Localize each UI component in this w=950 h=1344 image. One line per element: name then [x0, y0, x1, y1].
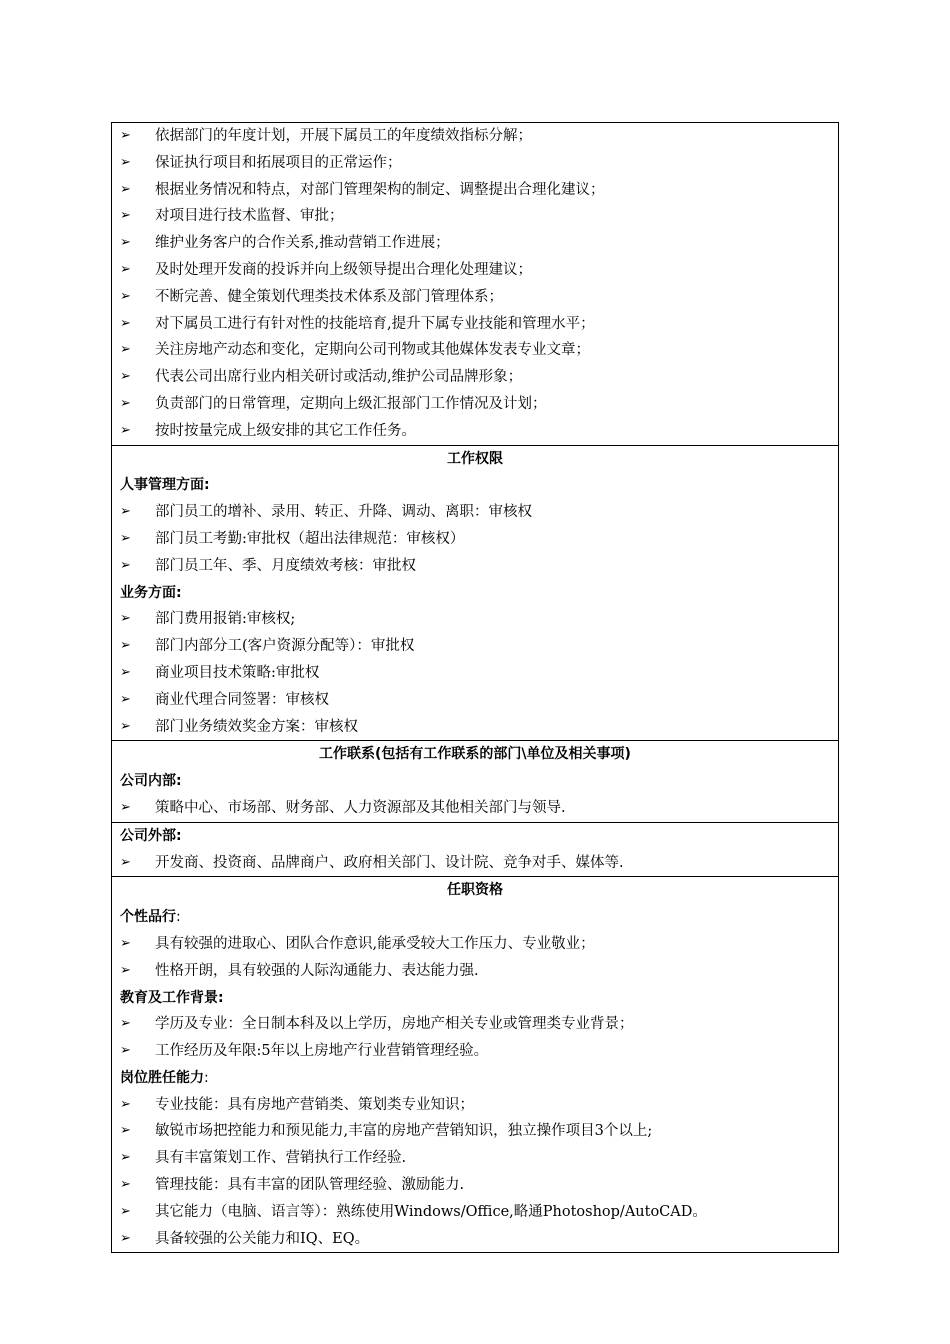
qualification-item: ➢ 管理技能：具有丰富的团队管理经验、激励能力.: [112, 1172, 838, 1199]
qualification-item: ➢ 具有较强的进取心、团队合作意识,能承受较大工作压力、专业敬业；: [112, 931, 838, 958]
bullet-arrow-icon: ➢: [120, 1150, 131, 1166]
authority-item: ➢ 部门业务绩效奖金方案：审核权: [112, 714, 838, 741]
authority-item: ➢ 部门员工年、季、月度绩效考核：审批权: [112, 553, 838, 580]
bullet-arrow-icon: ➢: [120, 288, 131, 304]
subsection-label: 个性品行:: [120, 909, 181, 926]
bullet-arrow-icon: ➢: [120, 718, 131, 734]
bullet-arrow-icon: ➢: [120, 504, 131, 520]
bullet-arrow-icon: ➢: [120, 664, 131, 680]
bullet-arrow-icon: ➢: [120, 557, 131, 573]
bullet-arrow-icon: ➢: [120, 1230, 131, 1246]
bullet-arrow-icon: ➢: [120, 691, 131, 707]
bullet-arrow-icon: ➢: [120, 181, 131, 197]
bullet-arrow-icon: ➢: [120, 1177, 131, 1193]
bullet-arrow-icon: ➢: [120, 1203, 131, 1219]
section-heading: 任职资格: [447, 882, 503, 899]
contact-item: ➢ 开发商、投资商、品牌商户、政府相关部门、设计院、竞争对手、媒体等.: [112, 850, 838, 877]
bullet-arrow-icon: ➢: [120, 530, 131, 546]
bullet-arrow-icon: ➢: [120, 638, 131, 654]
authority-item: ➢ 商业代理合同签署：审核权: [112, 687, 838, 714]
bullet-arrow-icon: ➢: [120, 962, 131, 978]
duty-item: ➢ 维护业务客户的合作关系,推动营销工作进展；: [112, 230, 838, 257]
subsection-label: 人事管理方面:: [120, 477, 210, 494]
duty-item: ➢ 代表公司出席行业内相关研讨或活动,维护公司品牌形象；: [112, 364, 838, 391]
bullet-arrow-icon: ➢: [120, 235, 131, 251]
bullet-arrow-icon: ➢: [120, 1123, 131, 1139]
duty-item: ➢ 对下属员工进行有针对性的技能培育,提升下属专业技能和管理水平；: [112, 311, 838, 338]
qualification-item: ➢ 敏锐市场把控能力和预见能力,丰富的房地产营销知识，独立操作项目3个以上;: [112, 1118, 838, 1145]
bullet-arrow-icon: ➢: [120, 799, 131, 815]
qualification-item: ➢ 具有丰富策划工作、营销执行工作经验.: [112, 1145, 838, 1172]
duty-item: ➢ 对项目进行技术监督、审批；: [112, 203, 838, 230]
duty-item: ➢ 及时处理开发商的投诉并向上级领导提出合理化处理建议；: [112, 257, 838, 284]
contact-item: ➢ 策略中心、市场部、财务部、人力资源部及其他相关部门与领导.: [112, 795, 838, 822]
bullet-arrow-icon: ➢: [120, 1043, 131, 1059]
subsection-label: 教育及工作背景:: [120, 989, 224, 1006]
bullet-arrow-icon: ➢: [120, 261, 131, 277]
duty-item: ➢ 负责部门的日常管理，定期向上级汇报部门工作情况及计划；: [112, 391, 838, 418]
duty-item: ➢ 根据业务情况和特点，对部门管理架构的制定、调整提出合理化建议；: [112, 177, 838, 204]
bullet-arrow-icon: ➢: [120, 315, 131, 331]
authority-item: ➢ 部门员工的增补、录用、转正、升降、调动、离职：审核权: [112, 499, 838, 526]
bullet-arrow-icon: ➢: [120, 154, 131, 170]
subsection-label: 业务方面:: [120, 584, 182, 601]
duty-item: ➢ 不断完善、健全策划代理类技术体系及部门管理体系；: [112, 284, 838, 311]
authority-item: ➢ 部门内部分工(客户资源分配等）：审批权: [112, 633, 838, 660]
duties-section: [112, 123, 838, 445]
section-heading: 工作权限: [447, 450, 503, 467]
authority-section: [112, 445, 838, 741]
authority-item: ➢ 部门费用报销:审核权;: [112, 606, 838, 633]
qualification-item: ➢ 学历及专业：全日制本科及以上学历，房地产相关专业或管理类专业背景；: [112, 1011, 838, 1038]
bullet-arrow-icon: ➢: [120, 854, 131, 870]
qualifications-section: [112, 876, 838, 1252]
qualification-item: ➢ 其它能力（电脑、语言等）：熟练使用Windows/Office,略通Photoshop/AutoCAD。: [112, 1199, 838, 1226]
duty-item: ➢ 关注房地产动态和变化，定期向公司刊物或其他媒体发表专业文章；: [112, 337, 838, 364]
subsection-label: 岗位胜任能力:: [120, 1069, 209, 1086]
qualification-item: ➢ 性格开朗，具有较强的人际沟通能力、表达能力强.: [112, 958, 838, 985]
contacts-external-section: [112, 822, 838, 877]
qualification-item: ➢ 具备较强的公关能力和IQ、EQ。: [112, 1226, 838, 1253]
bullet-arrow-icon: ➢: [120, 342, 131, 358]
job-description-table: [111, 122, 839, 1253]
bullet-arrow-icon: ➢: [120, 128, 131, 143]
qualification-item: ➢ 工作经历及年限:5年以上房地产行业营销管理经验。: [112, 1038, 838, 1065]
contacts-section: [112, 740, 838, 821]
bullet-arrow-icon: ➢: [120, 1096, 131, 1112]
duty-item: ➢ 保证执行项目和拓展项目的正常运作；: [112, 150, 838, 177]
section-heading: 工作联系(包括有工作联系的部门\单位及相关事项): [319, 746, 631, 763]
subsection-label: 公司外部:: [120, 827, 182, 844]
bullet-arrow-icon: ➢: [120, 1016, 131, 1032]
authority-item: ➢ 部门员工考勤:审批权（超出法律规范：审核权）: [112, 526, 838, 553]
subsection-label: 公司内部:: [120, 773, 182, 790]
bullet-arrow-icon: ➢: [120, 935, 131, 951]
duty-item: ➢ 依据部门的年度计划，开展下属员工的年度绩效指标分解；: [112, 123, 838, 150]
bullet-arrow-icon: ➢: [120, 208, 131, 224]
bullet-arrow-icon: ➢: [120, 395, 131, 411]
duty-item: ➢ 按时按量完成上级安排的其它工作任务。: [112, 418, 838, 445]
authority-item: ➢ 商业项目技术策略:审批权: [112, 660, 838, 687]
bullet-arrow-icon: ➢: [120, 369, 131, 385]
bullet-arrow-icon: ➢: [120, 611, 131, 627]
bullet-arrow-icon: ➢: [120, 422, 131, 438]
qualification-item: ➢ 专业技能：具有房地产营销类、策划类专业知识；: [112, 1092, 838, 1119]
